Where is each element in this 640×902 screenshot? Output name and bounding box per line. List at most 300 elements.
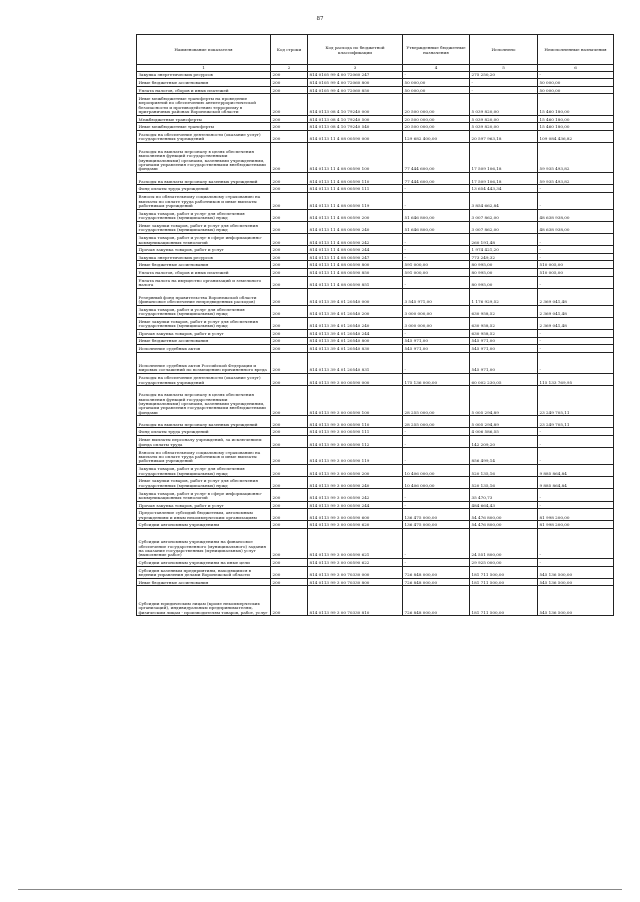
table-row: [137, 115, 614, 123]
row-unexecuted-amount: -: [538, 253, 614, 261]
row-executed-amount: 630 958,52: [470, 317, 538, 329]
budget-execution-table: [136, 34, 614, 616]
row-unexecuted-amount: 2 369 041,48: [538, 288, 614, 305]
row-approved-amount: 591 000,00: [403, 261, 470, 269]
row-executed-amount: 60 002 230,05: [470, 374, 538, 386]
header-line-code: Код строки: [271, 35, 308, 65]
row-approved-amount: -: [403, 246, 470, 254]
row-executed-amount: 520 135,16: [470, 465, 538, 477]
table-row: [137, 386, 614, 416]
row-approved-amount: -: [403, 489, 470, 501]
table-row: [137, 329, 614, 337]
row-approved-amount: 77 444 600,00: [403, 143, 470, 173]
row-line-code: 200: [271, 268, 308, 276]
row-unexecuted-amount: 15 460 180,00: [538, 94, 614, 115]
row-approved-amount: -: [403, 428, 470, 436]
row-indicator-name: Уплата налогов, сборов и иных платежей: [137, 86, 271, 94]
row-executed-amount: 545 971,00: [470, 337, 538, 345]
row-unexecuted-amount: -: [538, 489, 614, 501]
row-line-code: 200: [271, 288, 308, 305]
row-executed-amount: 80 995,00: [470, 268, 538, 276]
row-approved-amount: -: [403, 234, 470, 246]
row-unexecuted-amount: 23 249 705,11: [538, 416, 614, 428]
table-row: [137, 94, 614, 115]
row-approved-amount: 3 000 000,00: [403, 317, 470, 329]
row-executed-amount: 484 664,43: [470, 501, 538, 509]
table-row: [137, 448, 614, 465]
row-indicator-name: Субсидии автономным учреждениям: [137, 521, 271, 529]
table-row: [137, 352, 614, 373]
table-row: [137, 288, 614, 305]
table-row: [137, 253, 614, 261]
table-row: [137, 501, 614, 509]
row-indicator-name: Иные закупки товаров, работ и услуг для обеспечения государственных (муниципальных) нужд: [137, 317, 271, 329]
row-approved-amount: 10 406 000,00: [403, 477, 470, 489]
row-executed-amount: 3 854 662,84: [470, 192, 538, 209]
row-budget-code: 814 0113 99 3 00 00590 110: [308, 416, 403, 428]
row-executed-amount: 1 176 929,52: [470, 288, 538, 305]
row-executed-amount: 24 551 800,00: [470, 528, 538, 558]
row-line-code: 200: [271, 143, 308, 173]
row-line-code: 200: [271, 489, 308, 501]
row-budget-code: 814 0113 39 4 01 20540 830: [308, 345, 403, 353]
table-row: [137, 123, 614, 131]
table-row: [137, 221, 614, 233]
row-indicator-name: Иные бюджетные ассигнования: [137, 261, 271, 269]
row-unexecuted-amount: 9 885 864,84: [538, 477, 614, 489]
row-budget-code: 814 0113 39 4 01 20540 000: [308, 288, 403, 305]
row-line-code: 200: [271, 71, 308, 79]
table-row: [137, 465, 614, 477]
row-unexecuted-amount: 15 460 180,00: [538, 123, 614, 131]
row-line-code: 200: [271, 477, 308, 489]
table-row: [137, 268, 614, 276]
row-indicator-name: Прочая закупка товаров, работ и услуг: [137, 501, 271, 509]
row-indicator-name: Предоставление субсидий бюджетным, автономным учреждениям и иным некоммерческим организациям: [137, 509, 271, 521]
row-indicator-name: Иные межбюджетные трансферты: [137, 123, 271, 131]
row-executed-amount: 1 974 421,20: [470, 246, 538, 254]
row-unexecuted-amount: 50 000,00: [538, 86, 614, 94]
row-budget-code: 814 0105 99 4 00 72060 247: [308, 71, 403, 79]
row-approved-amount: 545 971,00: [403, 337, 470, 345]
row-unexecuted-amount: 59 935 493,82: [538, 143, 614, 173]
row-unexecuted-amount: -: [538, 501, 614, 509]
row-indicator-name: Закупка товаров, работ и услуг для обеспечения государственных (муниципальных) нужд: [137, 465, 271, 477]
row-approved-amount: -: [403, 448, 470, 465]
row-line-code: 200: [271, 586, 308, 616]
row-executed-amount: -: [470, 79, 538, 87]
row-indicator-name: Исполнение судебных актов: [137, 345, 271, 353]
row-approved-amount: 10 406 000,00: [403, 465, 470, 477]
row-line-code: 200: [271, 115, 308, 123]
column-number: 3: [308, 65, 403, 72]
row-indicator-name: Закупка товаров, работ и услуг в сфере информационно-коммуникационных технологий: [137, 234, 271, 246]
table-row: [137, 305, 614, 317]
row-budget-code: 814 0113 99 3 00 00590 100: [308, 386, 403, 416]
row-executed-amount: 5 039 820,00: [470, 94, 538, 115]
row-executed-amount: 520 135,16: [470, 477, 538, 489]
row-indicator-name: Расходы на обеспечение деятельности (оказание услуг) государственных учреждений: [137, 130, 271, 142]
row-unexecuted-amount: -: [538, 428, 614, 436]
table-row: [137, 586, 614, 616]
table-row: [137, 79, 614, 87]
row-approved-amount: 28 255 000,00: [403, 416, 470, 428]
row-budget-code: 814 0113 99 3 00 00590 242: [308, 489, 403, 501]
row-unexecuted-amount: 15 460 180,00: [538, 115, 614, 123]
row-line-code: 200: [271, 185, 308, 193]
table-row: [137, 71, 614, 79]
row-executed-amount: 5 039 820,00: [470, 123, 538, 131]
row-budget-code: 814 0113 99 3 00 00590 200: [308, 465, 403, 477]
row-approved-amount: 51 646 800,00: [403, 221, 470, 233]
row-indicator-name: Прочая закупка товаров, работ и услуг: [137, 246, 271, 254]
row-unexecuted-amount: 81 998 200,00: [538, 521, 614, 529]
row-budget-code: 814 0113 11 4 08 00590 850: [308, 268, 403, 276]
row-line-code: 200: [271, 234, 308, 246]
row-line-code: 200: [271, 173, 308, 185]
row-indicator-name: Субсидия казенным предприятиям, находящимся в ведении управления делами Воронежской области: [137, 566, 271, 578]
row-executed-amount: 545 971,00: [470, 345, 538, 353]
page-bottom-rule: [18, 889, 622, 890]
row-budget-code: 814 0113 11 4 08 00590 242: [308, 234, 403, 246]
row-approved-amount: 726 848 000,00: [403, 578, 470, 586]
row-unexecuted-amount: -: [538, 436, 614, 448]
row-unexecuted-amount: -: [538, 528, 614, 558]
column-number: 1: [137, 65, 271, 72]
row-line-code: 200: [271, 501, 308, 509]
table-row: [137, 521, 614, 529]
row-executed-amount: 181 711 500,00: [470, 586, 538, 616]
row-indicator-name: Иные бюджетные ассигнования: [137, 79, 271, 87]
row-executed-amount: 275 250,20: [470, 71, 538, 79]
row-line-code: 200: [271, 345, 308, 353]
row-line-code: 200: [271, 209, 308, 221]
row-approved-amount: 726 848 000,00: [403, 566, 470, 578]
row-indicator-name: Закупка энергетических ресурсов: [137, 253, 271, 261]
row-budget-code: 814 0113 08 4 10 79240 000: [308, 94, 403, 115]
row-line-code: 200: [271, 436, 308, 448]
row-budget-code: 814 0113 99 3 00 70330 800: [308, 578, 403, 586]
row-unexecuted-amount: 81 998 200,00: [538, 509, 614, 521]
row-unexecuted-amount: -: [538, 329, 614, 337]
row-indicator-name: Субсидии юридическим лицам (кроме некоммерческих организаций), индивидуальным предпринимателям, физическим лицам - производителям товаров, работ, услуг: [137, 586, 271, 616]
row-line-code: 200: [271, 86, 308, 94]
table-row: [137, 566, 614, 578]
row-executed-amount: 5 005 294,89: [470, 386, 538, 416]
row-line-code: 200: [271, 192, 308, 209]
row-unexecuted-amount: 48 638 938,00: [538, 209, 614, 221]
page-number: 87: [316, 16, 324, 22]
row-indicator-name: Субсидии автономным учреждениям на финансовое обеспечение государственного (муниципального) задания на оказание государственных (муниципальных) услуг (выполнение работ): [137, 528, 271, 558]
row-unexecuted-amount: 510 005,00: [538, 261, 614, 269]
row-unexecuted-amount: -: [538, 192, 614, 209]
row-unexecuted-amount: 9 885 864,84: [538, 465, 614, 477]
row-executed-amount: 630 958,52: [470, 305, 538, 317]
row-unexecuted-amount: 109 084 436,82: [538, 130, 614, 142]
row-unexecuted-amount: -: [538, 71, 614, 79]
row-executed-amount: 35 470,73: [470, 489, 538, 501]
row-budget-code: 814 0113 11 4 08 00590 000: [308, 130, 403, 142]
row-executed-amount: 5 005 294,89: [470, 416, 538, 428]
row-unexecuted-amount: 2 369 041,48: [538, 305, 614, 317]
row-approved-amount: 129 682 400,00: [403, 130, 470, 142]
table-header-row: [137, 35, 614, 65]
row-indicator-name: Уплата налога на имущество организаций и земельного налога: [137, 276, 271, 288]
row-indicator-name: Иные закупки товаров, работ и услуг для обеспечения государственных (муниципальных) нужд: [137, 221, 271, 233]
table-row: [137, 86, 614, 94]
table-row: [137, 246, 614, 254]
table-row: [137, 558, 614, 566]
table-row: [137, 209, 614, 221]
row-indicator-name: Резервный фонд правительства Воронежской области (финансовое обеспечение непредвиденных расходов): [137, 288, 271, 305]
row-line-code: 200: [271, 578, 308, 586]
row-executed-amount: 773 249,32: [470, 253, 538, 261]
row-approved-amount: -: [403, 71, 470, 79]
row-budget-code: 814 0113 99 3 00 00590 240: [308, 477, 403, 489]
row-indicator-name: Иные межбюджетные трансферты на проведение мероприятий по обеспечению антитеррористической безопасности и противодействию терроризму в приграничных районах Воронежской области: [137, 94, 271, 115]
row-indicator-name: Закупка товаров, работ и услуг для обеспечения государственных (муниципальных) нужд: [137, 305, 271, 317]
row-budget-code: 814 0113 39 4 01 20540 244: [308, 329, 403, 337]
header-budget-classification-code: Код расхода по бюджетной классификации: [308, 35, 403, 65]
row-indicator-name: Фонд оплаты труда учреждений: [137, 428, 271, 436]
row-line-code: 200: [271, 130, 308, 142]
row-executed-amount: 80 995,00: [470, 276, 538, 288]
row-approved-amount: 20 500 000,00: [403, 123, 470, 131]
row-unexecuted-amount: -: [538, 337, 614, 345]
table-row: [137, 509, 614, 521]
row-budget-code: 814 0113 99 3 00 00590 600: [308, 509, 403, 521]
row-unexecuted-amount: 50 000,00: [538, 79, 614, 87]
row-approved-amount: -: [403, 329, 470, 337]
row-indicator-name: Расходы на выплаты персоналу казенных учреждений: [137, 416, 271, 428]
row-budget-code: 814 0113 11 4 08 00590 110: [308, 173, 403, 185]
row-line-code: 200: [271, 386, 308, 416]
row-executed-amount: 29 925 000,00: [470, 558, 538, 566]
row-line-code: 200: [271, 221, 308, 233]
row-approved-amount: 20 500 000,00: [403, 94, 470, 115]
row-unexecuted-amount: 510 005,00: [538, 268, 614, 276]
row-line-code: 200: [271, 558, 308, 566]
header-unexecuted-assignments: Неисполненные назначения: [538, 35, 614, 65]
table-row: [137, 261, 614, 269]
row-budget-code: 814 0113 11 4 08 00590 851: [308, 276, 403, 288]
row-budget-code: 814 0113 99 3 00 00590 112: [308, 436, 403, 448]
row-approved-amount: -: [403, 185, 470, 193]
row-budget-code: 814 0113 39 4 01 20540 831: [308, 352, 403, 373]
row-executed-amount: 17 509 106,18: [470, 173, 538, 185]
budget-table-container: [136, 34, 613, 616]
row-budget-code: 814 0113 99 3 00 00590 119: [308, 448, 403, 465]
row-unexecuted-amount: 545 136 500,00: [538, 578, 614, 586]
row-budget-code: 814 0113 99 3 00 00590 622: [308, 558, 403, 566]
row-approved-amount: 175 136 000,00: [403, 374, 470, 386]
row-approved-amount: 136 475 000,00: [403, 509, 470, 521]
row-unexecuted-amount: -: [538, 352, 614, 373]
row-indicator-name: Иные бюджетные ассигнования: [137, 578, 271, 586]
row-line-code: 200: [271, 416, 308, 428]
row-approved-amount: -: [403, 501, 470, 509]
row-line-code: 200: [271, 509, 308, 521]
table-row: [137, 276, 614, 288]
row-approved-amount: 3 000 000,00: [403, 305, 470, 317]
row-approved-amount: 51 646 800,00: [403, 209, 470, 221]
table-row: [137, 428, 614, 436]
row-executed-amount: 80 995,00: [470, 261, 538, 269]
row-line-code: 200: [271, 329, 308, 337]
table-row: [137, 489, 614, 501]
row-executed-amount: 54 476 800,00: [470, 521, 538, 529]
row-unexecuted-amount: 545 136 500,00: [538, 586, 614, 616]
row-unexecuted-amount: 545 136 500,00: [538, 566, 614, 578]
row-line-code: 200: [271, 305, 308, 317]
row-executed-amount: 5 039 820,00: [470, 115, 538, 123]
row-executed-amount: 17 509 106,18: [470, 143, 538, 173]
row-budget-code: 814 0113 99 3 00 00590 000: [308, 374, 403, 386]
row-unexecuted-amount: -: [538, 234, 614, 246]
column-number: 5: [470, 65, 538, 72]
row-indicator-name: Прочая закупка товаров, работ и услуг: [137, 329, 271, 337]
row-budget-code: 814 0113 11 4 08 00590 111: [308, 185, 403, 193]
row-budget-code: 814 0113 99 3 00 70330 000: [308, 566, 403, 578]
row-line-code: 200: [271, 465, 308, 477]
column-number: 6: [538, 65, 614, 72]
row-unexecuted-amount: 59 935 493,82: [538, 173, 614, 185]
table-row: [137, 185, 614, 193]
row-budget-code: 814 0113 11 4 08 00590 200: [308, 209, 403, 221]
row-line-code: 200: [271, 261, 308, 269]
row-unexecuted-amount: -: [538, 448, 614, 465]
row-budget-code: 814 0113 08 4 10 79240 500: [308, 115, 403, 123]
row-budget-code: 814 0113 11 4 08 00590 800: [308, 261, 403, 269]
table-row: [137, 192, 614, 209]
row-unexecuted-amount: 115 133 769,95: [538, 374, 614, 386]
row-unexecuted-amount: -: [538, 276, 614, 288]
row-line-code: 200: [271, 337, 308, 345]
table-row: [137, 173, 614, 185]
row-line-code: 200: [271, 566, 308, 578]
row-executed-amount: 856 499,14: [470, 448, 538, 465]
row-indicator-name: Уплата налогов, сборов и иных платежей: [137, 268, 271, 276]
row-approved-amount: 545 971,00: [403, 345, 470, 353]
row-indicator-name: Расходы на выплаты персоналу в целях обеспечения выполнения функций государственными (муниципальными) органами, казенными учреждениями, органами управления государственными внебюджетными фондами: [137, 386, 271, 416]
row-indicator-name: Расходы на выплаты персоналу казенных учреждений: [137, 173, 271, 185]
row-budget-code: 814 0105 99 4 00 72060 850: [308, 86, 403, 94]
row-executed-amount: 142 209,20: [470, 436, 538, 448]
table-row: [137, 345, 614, 353]
row-budget-code: 814 0113 11 4 08 00590 100: [308, 143, 403, 173]
row-indicator-name: Закупка энергетических ресурсов: [137, 71, 271, 79]
row-indicator-name: Фонд оплаты труда учреждений: [137, 185, 271, 193]
table-row: [137, 416, 614, 428]
row-indicator-name: Расходы на выплаты персоналу в целях обеспечения выполнения функций государственными (муниципальными) органами, казенными учреждениями, органами управления государственными внебюджетными фондами: [137, 143, 271, 173]
row-indicator-name: Закупка товаров, работ и услуг в сфере информационно-коммуникационных технологий: [137, 489, 271, 501]
row-approved-amount: 20 500 000,00: [403, 115, 470, 123]
row-executed-amount: 260 191,48: [470, 234, 538, 246]
row-indicator-name: Иные бюджетные ассигнования: [137, 337, 271, 345]
row-indicator-name: Иные выплаты персоналу учреждений, за исключением фонда оплаты труда: [137, 436, 271, 448]
row-budget-code: 814 0113 08 4 10 79240 540: [308, 123, 403, 131]
row-indicator-name: Закупка товаров, работ и услуг для обеспечения государственных (муниципальных) нужд: [137, 209, 271, 221]
table-row: [137, 337, 614, 345]
row-line-code: 200: [271, 448, 308, 465]
header-approved-assignments: Утвержденные бюджетные назначения: [403, 35, 470, 65]
row-approved-amount: -: [403, 192, 470, 209]
row-budget-code: 814 0113 11 4 08 00590 240: [308, 221, 403, 233]
row-line-code: 200: [271, 428, 308, 436]
row-executed-amount: 3 007 862,00: [470, 209, 538, 221]
table-row: [137, 317, 614, 329]
row-unexecuted-amount: -: [538, 558, 614, 566]
header-indicator-name: Наименование показателя: [137, 35, 271, 65]
row-executed-amount: 545 971,00: [470, 352, 538, 373]
row-line-code: 200: [271, 94, 308, 115]
column-number: 2: [271, 65, 308, 72]
row-executed-amount: 4 006 586,55: [470, 428, 538, 436]
row-line-code: 200: [271, 79, 308, 87]
row-approved-amount: 50 000,00: [403, 86, 470, 94]
table-row: [137, 528, 614, 558]
row-unexecuted-amount: -: [538, 185, 614, 193]
row-executed-amount: 3 007 862,00: [470, 221, 538, 233]
row-unexecuted-amount: 23 249 705,11: [538, 386, 614, 416]
row-budget-code: 814 0113 99 3 00 00590 244: [308, 501, 403, 509]
row-indicator-name: Межбюджетные трансферты: [137, 115, 271, 123]
row-approved-amount: -: [403, 352, 470, 373]
row-executed-amount: 630 958,52: [470, 329, 538, 337]
row-approved-amount: 3 545 971,00: [403, 288, 470, 305]
row-executed-amount: 181 711 500,00: [470, 578, 538, 586]
table-row: [137, 374, 614, 386]
row-indicator-name: Взносы по обязательному социальному страхованию на выплаты по оплате труда работников и иные выплаты работникам учреждений: [137, 192, 271, 209]
row-budget-code: 814 0113 11 4 08 00590 244: [308, 246, 403, 254]
row-budget-code: 814 0113 99 3 00 70330 810: [308, 586, 403, 616]
row-unexecuted-amount: -: [538, 246, 614, 254]
row-approved-amount: 136 475 000,00: [403, 521, 470, 529]
row-executed-amount: 181 711 500,00: [470, 566, 538, 578]
row-approved-amount: -: [403, 436, 470, 448]
row-budget-code: 814 0113 99 3 00 00590 620: [308, 521, 403, 529]
row-indicator-name: Субсидии автономным учреждениям на иные цели: [137, 558, 271, 566]
row-line-code: 200: [271, 246, 308, 254]
row-budget-code: 814 0113 39 4 01 20540 240: [308, 317, 403, 329]
row-approved-amount: 28 255 000,00: [403, 386, 470, 416]
row-indicator-name: Иные закупки товаров, работ и услуг для обеспечения государственных (муниципальных) нужд: [137, 477, 271, 489]
row-line-code: 200: [271, 374, 308, 386]
row-line-code: 200: [271, 528, 308, 558]
row-approved-amount: 77 444 600,00: [403, 173, 470, 185]
row-indicator-name: Исполнение судебных актов Российской Федерации и мировых соглашений по возмещению причиненного вреда: [137, 352, 271, 373]
row-indicator-name: Расходы на обеспечение деятельности (оказание услуг) государственных учреждений: [137, 374, 271, 386]
row-line-code: 200: [271, 352, 308, 373]
row-line-code: 200: [271, 253, 308, 261]
row-approved-amount: -: [403, 276, 470, 288]
row-line-code: 200: [271, 317, 308, 329]
row-budget-code: 814 0113 39 4 01 20540 200: [308, 305, 403, 317]
row-executed-amount: 54 476 800,00: [470, 509, 538, 521]
row-approved-amount: 591 000,00: [403, 268, 470, 276]
row-approved-amount: 50 000,00: [403, 79, 470, 87]
row-budget-code: 814 0113 99 3 00 00590 621: [308, 528, 403, 558]
table-row: [137, 143, 614, 173]
column-number: 4: [403, 65, 470, 72]
row-approved-amount: -: [403, 253, 470, 261]
table-row: [137, 477, 614, 489]
row-unexecuted-amount: -: [538, 345, 614, 353]
row-executed-amount: 13 654 443,34: [470, 185, 538, 193]
table-row: [137, 234, 614, 246]
row-executed-amount: 20 597 963,18: [470, 130, 538, 142]
row-budget-code: 814 0113 99 3 00 00590 111: [308, 428, 403, 436]
